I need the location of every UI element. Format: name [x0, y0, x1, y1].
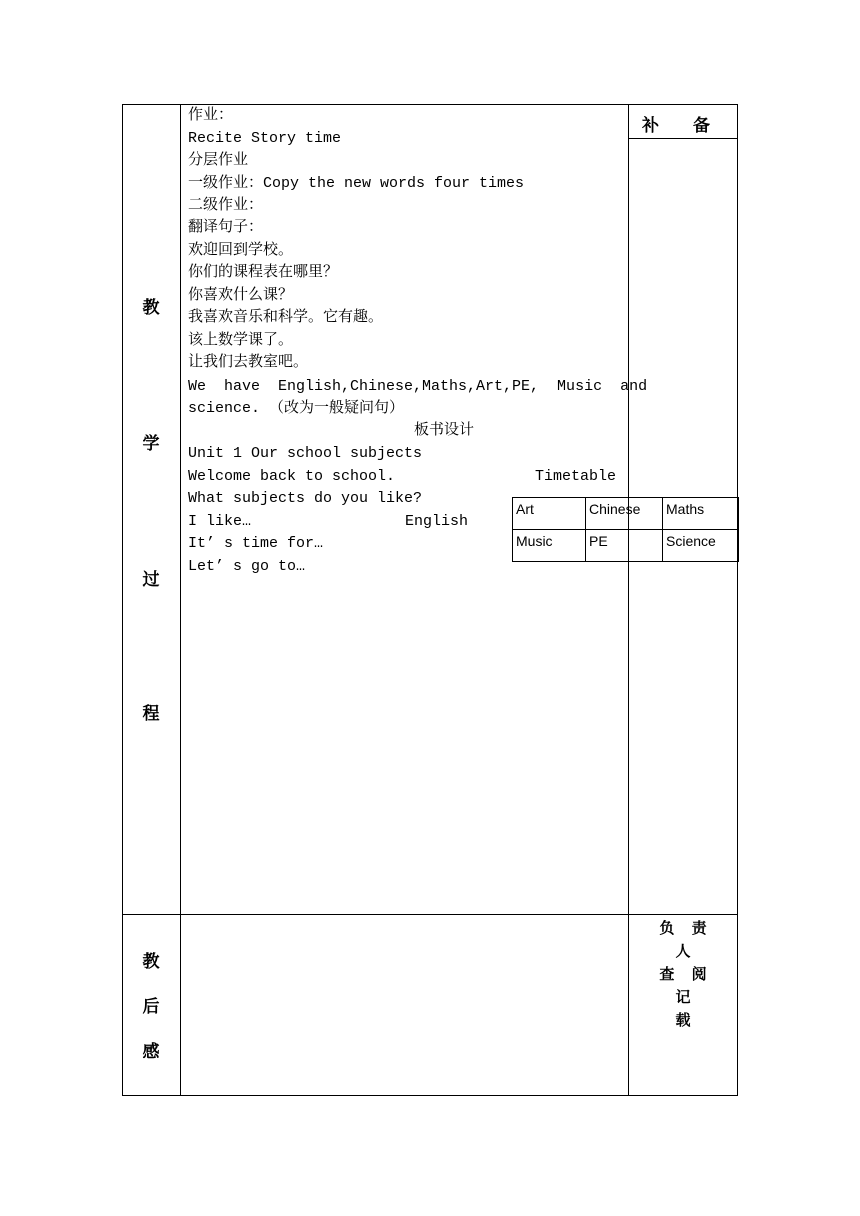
board-title: 板书设计: [414, 422, 475, 439]
homework-level2: 二级作业：: [188, 197, 264, 214]
board-what-subjects: What subjects do you like?: [188, 490, 423, 507]
reflection-label-1: 教: [142, 952, 160, 972]
review-label-line-2: 查 阅 记: [659, 965, 713, 1006]
board-unit: Unit 1 Our school subjects: [188, 445, 423, 462]
homework-recite: Recite Story time: [188, 130, 342, 147]
sentence-2: 你们的课程表在哪里？: [188, 264, 339, 281]
frame-top: [122, 104, 738, 105]
timetable-cell: PE: [586, 530, 663, 562]
homework-translate: 翻译句子：: [188, 219, 264, 236]
sentence-6: 让我们去教室吧。: [188, 354, 309, 371]
timetable-cell: Chinese: [586, 498, 663, 530]
homework-layered: 分层作业: [188, 152, 249, 169]
review-label-line-1: 负 责 人: [659, 919, 713, 960]
supplement-header: 补 备: [642, 116, 724, 136]
board-i-like: I like…: [188, 513, 252, 530]
question-line-1: We have English,Chinese,Maths,Art,PE, Music and: [188, 378, 648, 395]
board-english: English: [405, 513, 469, 530]
timetable-cell: Art: [513, 498, 586, 530]
homework-title: 作业：: [188, 107, 234, 124]
timetable-cell: Music: [513, 530, 586, 562]
timetable: [512, 497, 739, 562]
review-label: [646, 917, 726, 1032]
frame-col1: [180, 104, 181, 1096]
frame-bottom: [122, 1095, 738, 1096]
timetable-row: [513, 530, 739, 562]
sentence-5: 该上数学课了。: [188, 332, 294, 349]
question-line-2: science. （改为一般疑问句）: [188, 400, 405, 417]
homework-level1: 一级作业：Copy the new words four times: [188, 175, 525, 192]
frame-divider: [122, 914, 738, 915]
board-lets-go: Let’ s go to…: [188, 558, 306, 575]
reflection-label-2: 后: [142, 997, 160, 1017]
board-welcome: Welcome back to school.: [188, 468, 396, 485]
process-label-4: 程: [142, 704, 160, 724]
frame-col2: [628, 104, 629, 1096]
sentence-1: 欢迎回到学校。: [188, 242, 294, 259]
process-label-1: 教: [142, 298, 160, 318]
sentence-3: 你喜欢什么课？: [188, 287, 294, 304]
sentence-4: 我喜欢音乐和科学。它有趣。: [188, 309, 384, 326]
frame-left: [122, 104, 123, 1096]
reflection-label-3: 感: [142, 1042, 160, 1062]
process-label-2: 学: [142, 434, 160, 454]
board-its-time: It’ s time for…: [188, 535, 324, 552]
timetable-cell: Science: [663, 530, 739, 562]
process-label-3: 过: [142, 570, 160, 590]
frame-right: [737, 104, 738, 1096]
board-timetable-label: Timetable: [535, 468, 617, 485]
timetable-cell: Maths: [663, 498, 739, 530]
supplement-header-divider: [628, 138, 738, 139]
review-label-line-3: 载: [675, 1011, 697, 1029]
timetable-row: [513, 498, 739, 530]
